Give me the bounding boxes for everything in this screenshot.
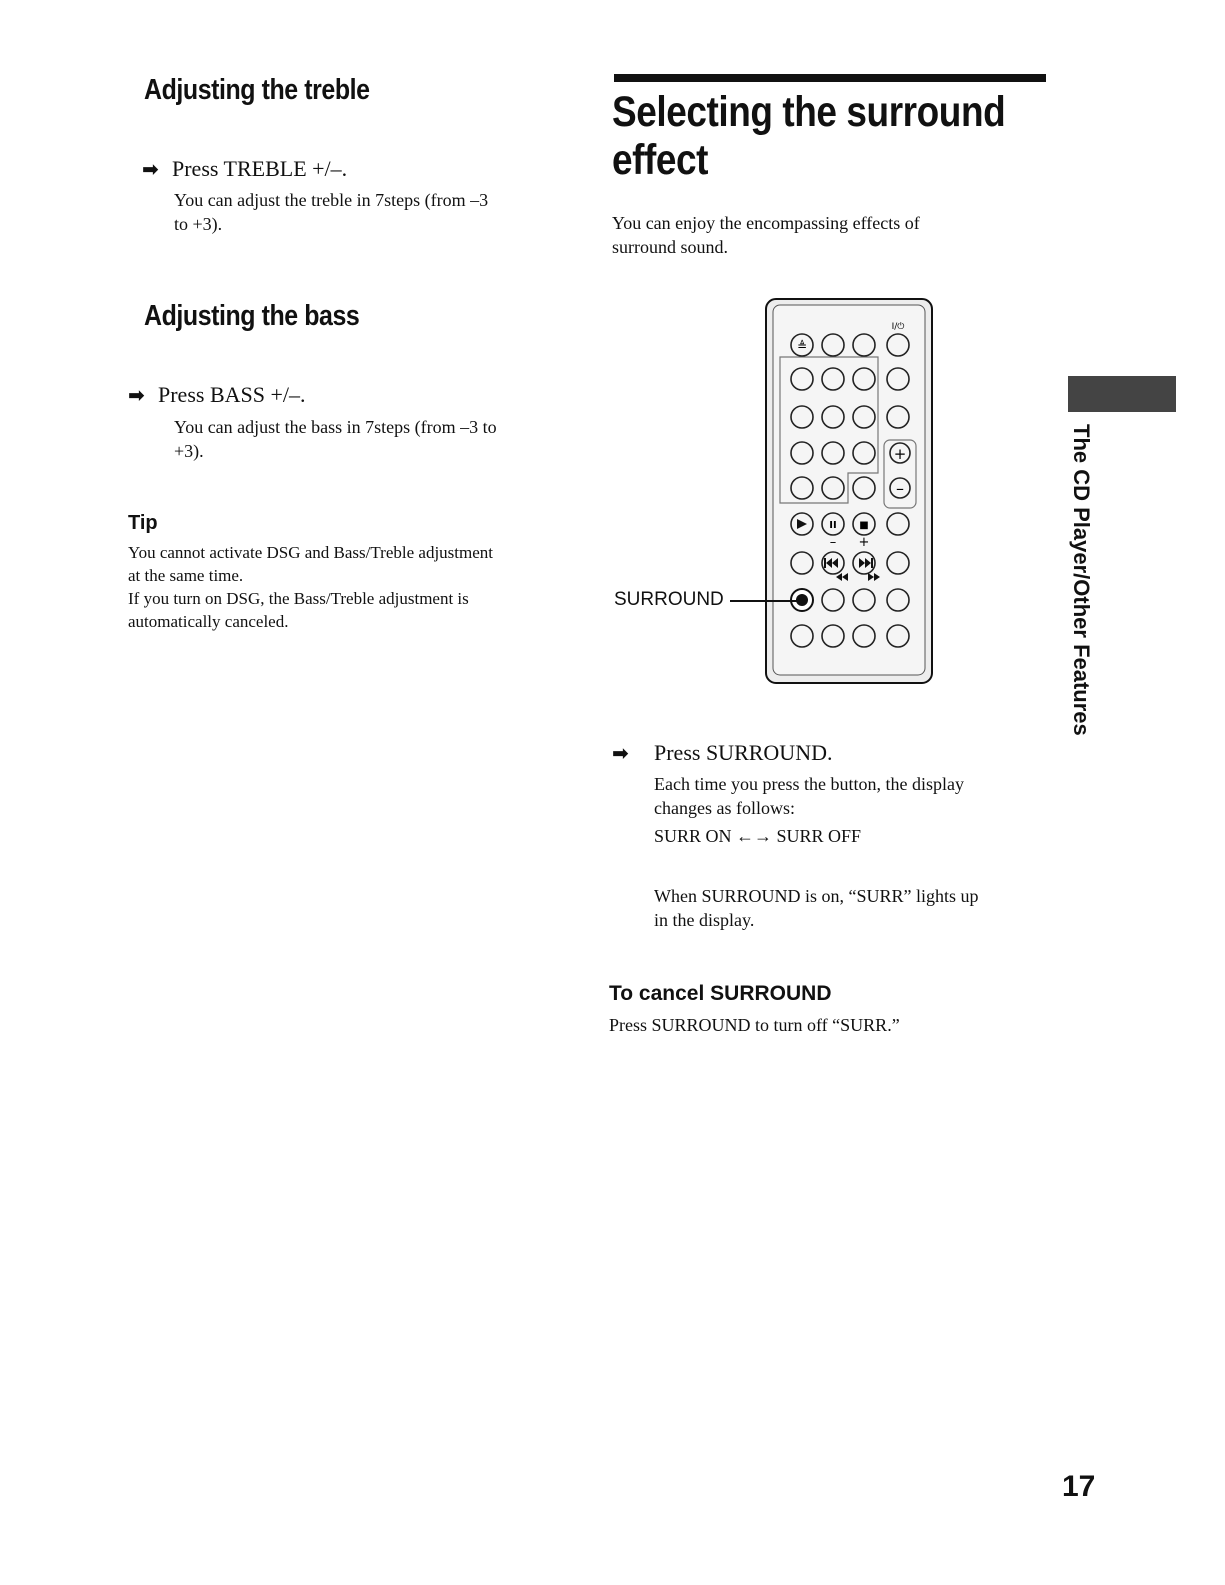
pause-icon: II <box>829 520 837 531</box>
plus-icon: + <box>893 445 907 463</box>
title-line1: Selecting the surround <box>612 88 1006 136</box>
note-line2: in the display. <box>654 910 755 930</box>
tip-line3: If you turn on DSG, the Bass/Treble adjustment is <box>128 589 469 608</box>
tip-heading: Tip <box>128 512 158 534</box>
step-desc-line1: Each time you press the button, the display <box>654 774 964 794</box>
treble-description <box>174 188 574 236</box>
surround-callout-label: SURROUND <box>614 589 724 610</box>
arrow-right-icon: ➡ <box>612 741 629 765</box>
arrow-right-icon: ➡ <box>142 157 159 181</box>
bass-heading: Adjusting the bass <box>144 300 360 332</box>
intro-line1: You can enjoy the encompassing effects of <box>612 213 920 233</box>
power-icon: I/⏻ <box>891 322 905 332</box>
cancel-text: Press SURROUND to turn off “SURR.” <box>609 1015 900 1035</box>
plus-label: + <box>858 535 870 550</box>
intro-text <box>612 211 1032 259</box>
intro-line2: surround sound. <box>612 237 728 257</box>
section-title: The CD Player/Other Features <box>1069 424 1094 736</box>
arrow-right-icon: ➡ <box>128 383 145 407</box>
surround-step-text: Press SURROUND. <box>654 740 833 765</box>
note-line1: When SURROUND is on, “SURR” lights up <box>654 886 979 906</box>
bass-step <box>128 382 306 408</box>
tip-line4: automatically canceled. <box>128 612 289 631</box>
bass-step-text: Press BASS +/–. <box>158 382 306 407</box>
treble-desc-line2: to +3). <box>174 214 223 234</box>
tip-line2: at the same time. <box>128 566 244 585</box>
surround-step <box>612 740 832 766</box>
tip-text <box>128 541 578 633</box>
page-title <box>612 88 1005 184</box>
surround-sequence: SURR ON ←→ SURR OFF <box>654 826 862 846</box>
treble-heading: Adjusting the treble <box>144 74 370 106</box>
page-number: 17 <box>1062 1470 1096 1503</box>
bass-desc-line2: +3). <box>174 441 204 461</box>
surround-callout-line <box>730 595 800 607</box>
treble-desc-line1: You can adjust the treble in 7steps (from –3 <box>174 190 489 210</box>
treble-step <box>142 156 347 182</box>
tip-line1: You cannot activate DSG and Bass/Treble adjustment <box>128 543 493 562</box>
bass-description <box>174 415 574 463</box>
title-rule <box>614 74 1046 82</box>
section-tab <box>1068 376 1176 412</box>
step-desc-line2: changes as follows: <box>654 798 795 818</box>
cancel-heading: To cancel SURROUND <box>609 982 832 1005</box>
minus-label: – <box>829 535 837 550</box>
stop-icon: ■ <box>859 520 869 531</box>
minus-icon: – <box>896 479 904 498</box>
surround-note <box>654 884 1054 932</box>
remote-control-illustration <box>760 295 940 690</box>
eject-icon: ≜ <box>796 339 808 353</box>
title-line2: effect <box>612 136 709 184</box>
bass-desc-line1: You can adjust the bass in 7steps (from –3 to <box>174 417 497 437</box>
surround-step-description <box>654 772 1054 848</box>
treble-step-text: Press TREBLE +/–. <box>172 156 348 181</box>
